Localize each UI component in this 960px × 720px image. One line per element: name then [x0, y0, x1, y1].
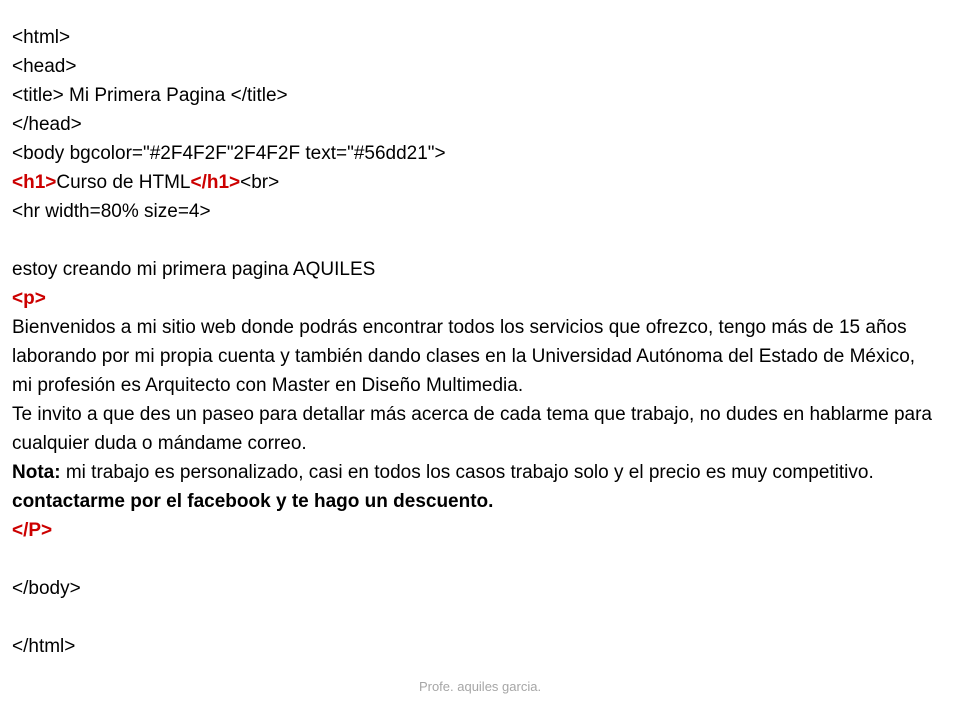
code-listing	[12, 23, 932, 661]
paragraph-2: Te invito a que des un paseo para detallar más acerca de cada tema que trabajo, no dudes en hablarme para cualquier duda o mándame correo.	[12, 404, 932, 454]
p-open-tag: <p>	[12, 288, 46, 309]
p-close-tag: </P>	[12, 520, 53, 541]
html-open-line: <html>	[12, 27, 71, 48]
h1-close-tag: </h1>	[190, 172, 241, 193]
intro-line: estoy creando mi primera pagina AQUILES	[12, 259, 376, 280]
footer-credit: Profe. aquiles garcia.	[418, 679, 542, 694]
h1-text: Curso de HTML	[56, 172, 191, 193]
nota-paragraph	[12, 458, 932, 487]
hr-line: <hr width=80% size=4>	[12, 201, 211, 222]
head-open-line: <head>	[12, 56, 77, 77]
body-open-line: <body bgcolor="#2F4F2F"2F4F2F text="#56dd21">	[12, 143, 446, 164]
paragraph-1: Bienvenidos a mi sitio web donde podrás encontrar todos los servicios que ofrezco, tengo más de 15 años laborando por mi propia cuenta y también dando clases en la Universidad Autónoma del Estado de México, mi profesión es Arquitecto con Master en Diseño Multimedia.	[12, 317, 916, 396]
h1-line	[12, 168, 932, 197]
html-close-line: </html>	[12, 636, 76, 657]
br-tag: <br>	[240, 172, 280, 193]
spacer	[12, 545, 932, 574]
nota-text: mi trabajo es personalizado, casi en todos los casos trabajo solo y el precio es muy competitivo.	[60, 462, 874, 483]
nota-label: Nota:	[12, 462, 61, 483]
spacer	[12, 226, 932, 255]
title-line: <title> Mi Primera Pagina </title>	[12, 85, 288, 106]
h1-open-tag: <h1>	[12, 172, 57, 193]
head-close-line: </head>	[12, 114, 82, 135]
contact-line: contactarme por el facebook y te hago un descuento.	[12, 491, 494, 512]
spacer	[12, 603, 932, 632]
body-close-line: </body>	[12, 578, 81, 599]
